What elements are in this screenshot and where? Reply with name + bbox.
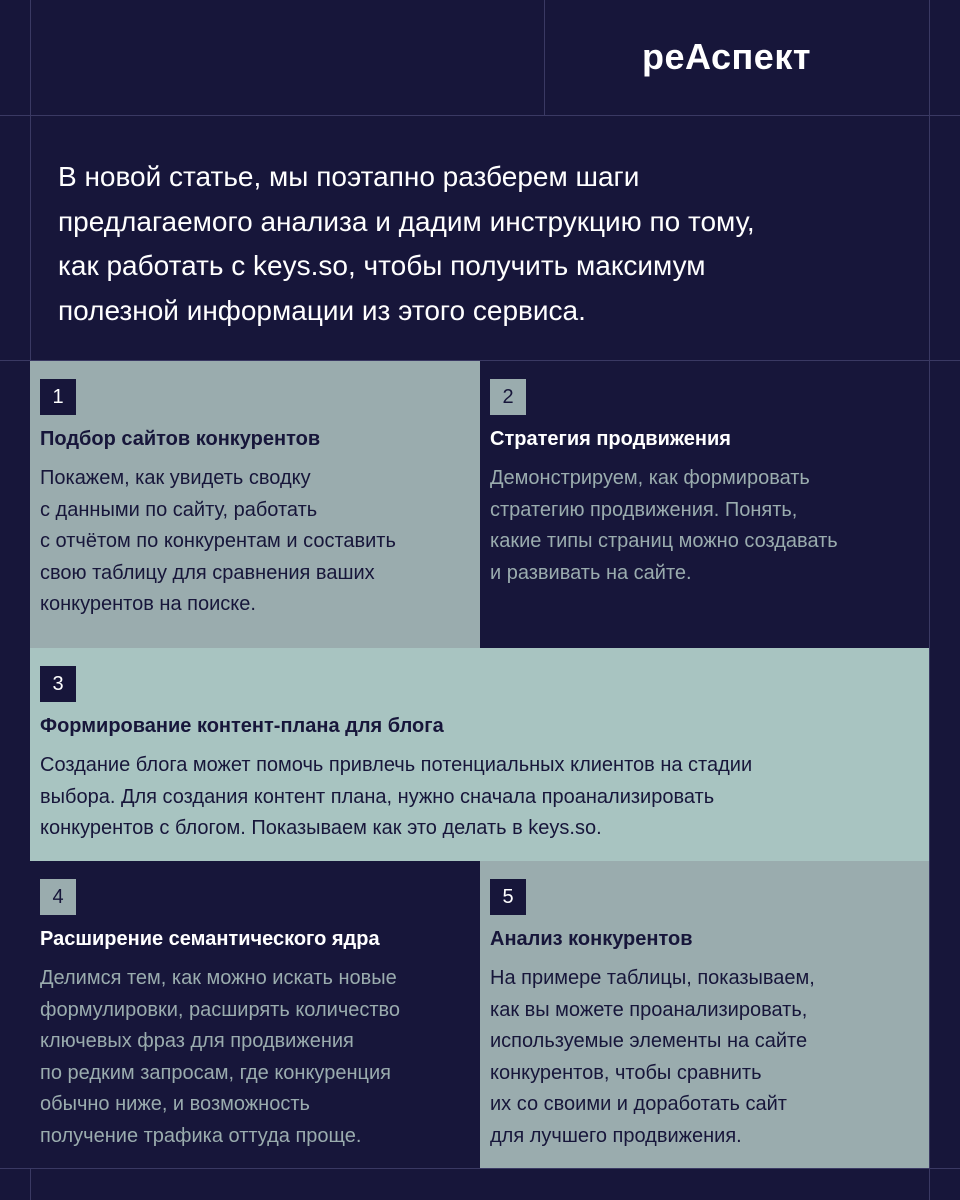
intro-line: предлагаемого анализа и дадим инструкцию по тому, (58, 205, 755, 237)
description-line: с данными по сайту, работать (40, 498, 318, 521)
step-card-3 (30, 648, 929, 861)
step-number-badge: 5 (490, 879, 526, 915)
description-line: и развивать на сайте. (490, 561, 692, 584)
grid-line (0, 1168, 960, 1169)
step-card-1 (30, 361, 480, 648)
step-card-4 (30, 861, 480, 1168)
description-line: Создание блога может помочь привлечь потенциальных клиентов на стадии (40, 754, 753, 776)
grid-line (544, 0, 545, 115)
description-line: используемые элементы на сайте (490, 1030, 808, 1052)
description-line: как вы можете проанализировать, (490, 998, 808, 1021)
step-card-2 (480, 361, 929, 648)
description-line: Покажем, как увидеть сводку (40, 467, 311, 489)
intro-text (58, 155, 918, 333)
step-description (40, 963, 400, 1152)
description-line: формулировки, расширять количество (40, 998, 401, 1021)
description-line: Делимся тем, как можно искать новые (40, 967, 397, 989)
description-line: ключевых фраз для продвижения (40, 1030, 354, 1052)
step-title: Стратегия продвижения (490, 428, 731, 450)
description-line: конкурентов с блогом. Показываем как это делать в keys.so. (40, 817, 602, 839)
step-number-badge: 1 (40, 379, 76, 415)
step-title: Подбор сайтов конкурентов (40, 428, 321, 450)
step-number-badge: 2 (490, 379, 526, 415)
grid-line (929, 0, 930, 1200)
description-line: их со своими и доработать сайт (490, 1093, 787, 1115)
step-title: Формирование контент-плана для блога (40, 715, 444, 737)
step-description (490, 463, 838, 589)
step-number-badge: 3 (40, 666, 76, 702)
description-line: с отчётом по конкурентам и составить (40, 530, 396, 552)
description-line: какие типы страниц можно создавать (490, 530, 838, 552)
description-line: получение трафика оттуда проще. (40, 1124, 362, 1147)
description-line: свою таблицу для сравнения ваших (40, 561, 375, 584)
intro-line: как работать с keys.so, чтобы получить максимум (58, 250, 706, 281)
step-description (40, 463, 396, 621)
description-line: обычно ниже, и возможность (40, 1093, 310, 1115)
description-line: выбора. Для создания контент плана, нужно сначала проанализировать (40, 785, 715, 808)
description-line: конкурентов на поиске. (40, 593, 256, 615)
step-description (490, 963, 815, 1152)
step-card-5 (480, 861, 929, 1168)
intro-line: полезной информации из этого сервиса. (58, 294, 586, 326)
description-line: стратегию продвижения. Понять, (490, 498, 798, 521)
step-description (40, 750, 752, 845)
brand-logo: реАспект (642, 36, 811, 77)
step-number-badge: 4 (40, 879, 76, 915)
description-line: Демонстрируем, как формировать (490, 467, 810, 489)
description-line: На примере таблицы, показываем, (490, 967, 815, 989)
step-title: Расширение семантического ядра (40, 928, 380, 950)
description-line: по редким запросам, где конкуренция (40, 1061, 391, 1084)
intro-line: В новой статье, мы поэтапно разберем шаги (58, 161, 640, 192)
step-title: Анализ конкурентов (490, 928, 693, 950)
description-line: для лучшего продвижения. (490, 1124, 742, 1147)
description-line: конкурентов, чтобы сравнить (490, 1061, 762, 1084)
grid-line (0, 115, 960, 116)
